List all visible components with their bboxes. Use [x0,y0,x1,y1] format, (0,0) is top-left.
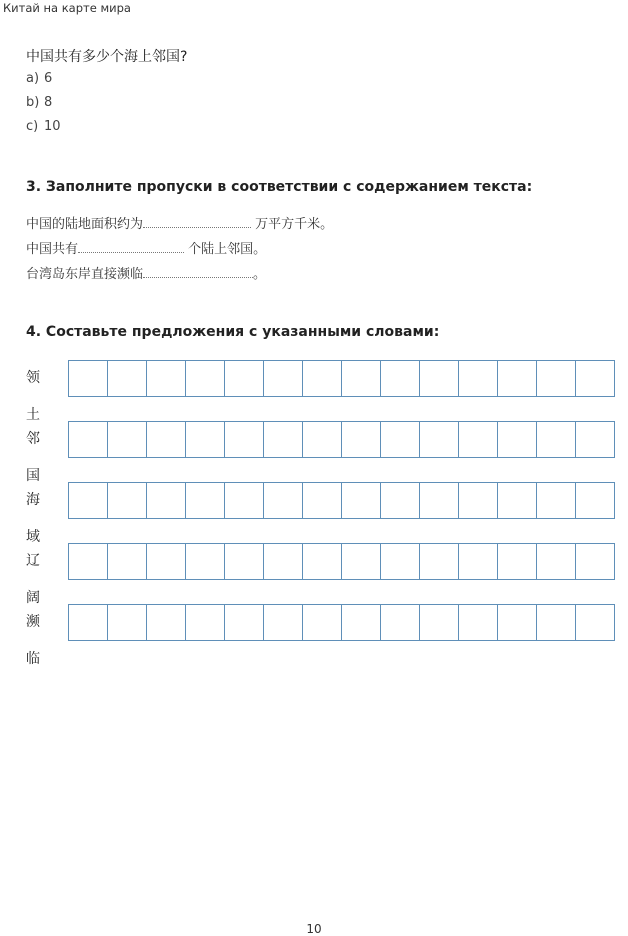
option-b[interactable] [26,94,61,118]
grid-cell[interactable] [419,482,459,519]
grid-cell[interactable] [380,421,420,458]
grid-cell[interactable] [458,421,498,458]
section-4-title: 4. Составьте предложения с указанными словами: [26,324,440,340]
grid-cell[interactable] [302,543,342,580]
question-text: 中国共有多少个海上邻国? [26,49,188,65]
grid-cell[interactable] [458,543,498,580]
grid-cell[interactable] [146,543,186,580]
grid-cell[interactable] [146,421,186,458]
fill-in-blanks [26,213,333,288]
target-word: 海域 [26,492,40,545]
grid-cell[interactable] [107,360,147,397]
grid-cell[interactable] [536,360,576,397]
grid-cell[interactable] [68,604,108,641]
target-word: 濒临 [26,614,40,667]
grid-cell[interactable] [341,604,381,641]
option-c[interactable] [26,118,61,142]
grid-cell[interactable] [146,360,186,397]
grid-cell[interactable] [380,543,420,580]
answer-options [26,70,61,142]
grid-cell[interactable] [263,482,303,519]
option-letter: a) [26,71,40,86]
grid-cell[interactable] [263,604,303,641]
grid-cell[interactable] [419,604,459,641]
section-3-title: 3. Заполните пропуски в соответствии с содержанием текста: [26,179,533,195]
grid-cell[interactable] [185,604,225,641]
grid-cell[interactable] [458,482,498,519]
grid-cell[interactable] [263,360,303,397]
fill-line-2 [26,238,333,263]
grid-cell[interactable] [380,604,420,641]
fill-text: 台湾岛东岸直接濒临 [26,267,144,282]
grid-cell[interactable] [185,421,225,458]
grid-cell[interactable] [419,543,459,580]
grid-cell[interactable] [497,421,537,458]
fill-text: 中国的陆地面积约为 [26,217,144,232]
grid-cell[interactable] [458,360,498,397]
grid-cell[interactable] [146,482,186,519]
blank-field[interactable] [143,213,251,228]
grid-cell[interactable] [341,482,381,519]
grid-cell[interactable] [224,421,264,458]
grid-cell[interactable] [575,482,615,519]
grid-cell[interactable] [107,482,147,519]
grid-cells[interactable] [68,421,614,458]
fill-line-3 [26,263,333,288]
fill-text: 万平方千米。 [251,217,334,232]
blank-field[interactable] [143,263,253,278]
grid-cell[interactable] [68,421,108,458]
fill-text: 中国共有 [26,242,79,257]
grid-cell[interactable] [107,421,147,458]
grid-cell[interactable] [68,482,108,519]
grid-cell[interactable] [497,360,537,397]
grid-cell[interactable] [302,604,342,641]
fill-line-1 [26,213,333,238]
target-word: 辽阔 [26,553,40,606]
grid-cell[interactable] [341,360,381,397]
option-value: 6 [44,71,53,86]
grid-cell[interactable] [224,604,264,641]
grid-cell[interactable] [419,421,459,458]
option-letter: c) [26,119,39,134]
page-number: 10 [306,922,322,936]
grid-cell[interactable] [224,482,264,519]
option-value: 10 [44,119,61,134]
grid-cell[interactable] [68,543,108,580]
grid-cell[interactable] [302,421,342,458]
running-header: Китай на карте мира [3,1,131,15]
grid-cell[interactable] [536,543,576,580]
grid-cell[interactable] [497,604,537,641]
grid-cells[interactable] [68,360,614,397]
grid-cell[interactable] [68,360,108,397]
grid-cell[interactable] [224,360,264,397]
grid-cell[interactable] [575,421,615,458]
grid-cell[interactable] [575,360,615,397]
grid-cells[interactable] [68,543,614,580]
grid-cell[interactable] [185,543,225,580]
grid-cell[interactable] [536,482,576,519]
option-a[interactable] [26,70,61,94]
grid-cell[interactable] [263,421,303,458]
fill-text: 。 [253,267,267,282]
grid-cell[interactable] [575,604,615,641]
grid-cell[interactable] [575,543,615,580]
grid-cell[interactable] [185,360,225,397]
grid-cell[interactable] [224,543,264,580]
option-value: 8 [44,95,53,110]
target-word: 领土 [26,370,40,423]
target-word: 邻国 [26,431,40,484]
grid-cell[interactable] [146,604,186,641]
grid-cell[interactable] [107,543,147,580]
grid-cell[interactable] [536,421,576,458]
grid-cells[interactable] [68,604,614,641]
grid-cell[interactable] [419,360,459,397]
grid-cell[interactable] [185,482,225,519]
grid-cell[interactable] [263,543,303,580]
grid-cell[interactable] [302,360,342,397]
fill-text: 个陆上邻国。 [184,242,267,257]
grid-cell[interactable] [536,604,576,641]
grid-cells[interactable] [68,482,614,519]
grid-cell[interactable] [380,482,420,519]
grid-cell[interactable] [341,543,381,580]
option-letter: b) [26,95,40,110]
grid-cell[interactable] [107,604,147,641]
grid-cell[interactable] [497,543,537,580]
grid-cell[interactable] [341,421,381,458]
grid-cell[interactable] [497,482,537,519]
grid-cell[interactable] [380,360,420,397]
grid-cell[interactable] [458,604,498,641]
blank-field[interactable] [78,238,184,253]
grid-cell[interactable] [302,482,342,519]
